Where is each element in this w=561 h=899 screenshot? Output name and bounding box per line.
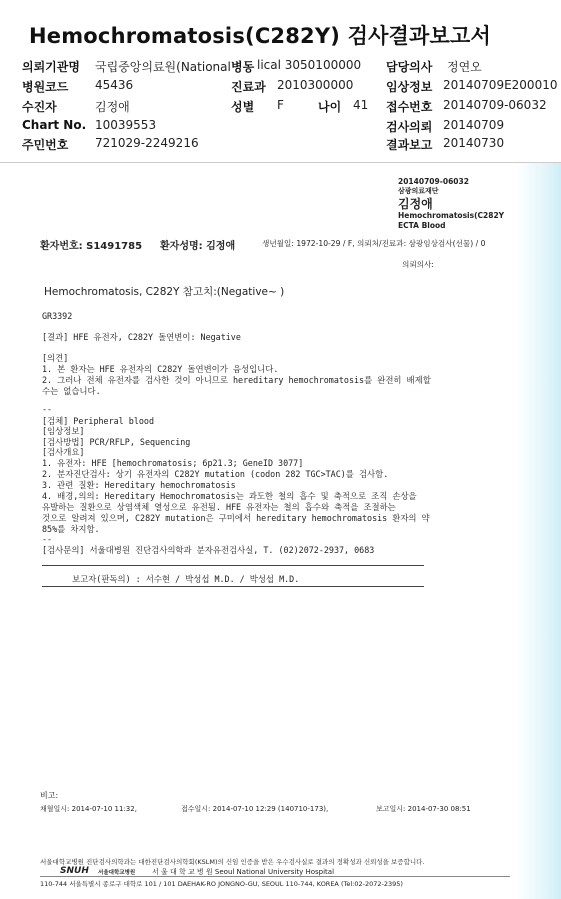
department-value: 2010300000 xyxy=(277,78,354,92)
patient-name: 환자성명: 김정애 xyxy=(160,241,236,252)
clinical-info-value: 20140709E200010 xyxy=(443,78,558,92)
patient-label: 수진자 xyxy=(22,100,57,114)
label-patient-name: 김정애 xyxy=(398,197,433,211)
sex-label: 성별 xyxy=(231,100,255,114)
ward-label: 병동 xyxy=(231,60,255,74)
certification-text: 서울대학교병원 진단검사의학과는 대한진단검사의학회(KSLM)의 신임 인증을 받은 우수검사실로 결과의 정확성과 신뢰성을 보증합니다. xyxy=(40,858,425,866)
snuh-logo: SNUH xyxy=(60,866,89,876)
detail-line: [검체] Peripheral blood xyxy=(42,416,154,426)
opinion-line: 2. 그러나 전체 유전자를 검사한 것이 아니므로 hereditary hemochromatosis를 완전히 배제할 xyxy=(42,375,431,385)
page-title: Hemochromatosis(C282Y) 검사결과보고서 xyxy=(29,24,491,48)
age-value: 41 xyxy=(353,98,369,112)
report-title: Hemochromatosis, C282Y 참고치:(Negative~ ) xyxy=(44,286,285,298)
ward-value: lical 3050100000 xyxy=(257,58,362,72)
report-date-value: 20140730 xyxy=(443,136,505,150)
label-test-name: Hemochromatosis(C282Y xyxy=(398,211,505,220)
result-line: [결과] HFE 유전자, C282Y 돌연변이: Negative xyxy=(42,332,241,342)
separator-dashes: -- xyxy=(42,534,53,544)
receipt-no-value: 20140709-06032 xyxy=(443,98,547,112)
hospital-code-value: 45436 xyxy=(95,78,134,92)
note-label: 비고: xyxy=(40,791,59,800)
requesting-doctor: 의뢰의사: xyxy=(402,260,434,269)
patient-value: 김정애 xyxy=(95,100,130,114)
label-specimen: ECTA Blood xyxy=(398,221,446,230)
chart-no-label: Chart No. xyxy=(22,118,87,132)
detail-line: 4. 배경,의의: Hereditary Hemochromatosis는 과도한 철의 흡수 및 축적으로 조직 손상을 xyxy=(42,491,417,501)
report-date-label: 결과보고 xyxy=(386,138,433,152)
detail-line: 것으로 알려져 있으며, C282Y mutation은 구미에서 hereditary hemochromatosis 환자의 약 xyxy=(42,513,430,523)
label-lab-name: 삼광의료재단 xyxy=(398,187,439,195)
doctor-label: 담당의사 xyxy=(386,60,433,74)
detail-line: 1. 유전자: HFE [hemochromatosis; 6p21.3; GeneID 3077] xyxy=(42,458,304,468)
doctor-value: 정연오 xyxy=(447,60,482,74)
detail-line: 2. 분자진단검사: 상기 유전자의 C282Y mutation (codon 282 TGC>TAC)를 검사함. xyxy=(42,469,389,479)
report-datetime: 보고일시: 2014-07-30 08:51 xyxy=(376,805,471,813)
patient-number: 환자번호: S1491785 xyxy=(40,241,143,252)
hospital-code-label: 병원코드 xyxy=(22,80,69,94)
opinion-line: 수는 없습니다. xyxy=(42,386,101,396)
request-date-label: 검사의뢰 xyxy=(386,120,433,134)
opinion-heading: [의견] xyxy=(42,353,69,363)
detail-line: [검사개요] xyxy=(42,447,85,457)
resident-no-value: 721029-2249216 xyxy=(95,136,199,150)
snuh-logo-sub: 서울대학교병원 xyxy=(98,870,136,876)
institution-value: 국립중앙의료원(National xyxy=(95,60,231,74)
request-date-value: 20140709 xyxy=(443,118,505,132)
reporter-line: 보고자(판독의) : 서수현 / 박성섭 M.D. / 박성섭 M.D. xyxy=(72,574,300,584)
scanned-report xyxy=(0,162,561,899)
hospital-address: 110-744 서울특별시 종로구 대학로 101 / 101 DAEHAK-RO JONGNO-GU, SEOUL 110-744, KOREA (Tel:02-2072-2395) xyxy=(40,880,403,888)
label-receipt-no: 20140709-06032 xyxy=(398,177,469,186)
patient-info: 생년월일: 1972-10-29 / F, 의뢰처/진료과: 삼광임상검사(선물) / 0 xyxy=(262,239,486,248)
department-label: 진료과 xyxy=(231,80,266,94)
footer-divider xyxy=(40,876,510,877)
receipt-datetime: 접수일시: 2014-07-10 12:29 (140710-173), xyxy=(181,805,329,813)
age-label: 나이 xyxy=(318,100,342,114)
test-code: GR3392 xyxy=(42,311,73,321)
detail-line: 85%를 차지함. xyxy=(42,524,100,534)
sex-value: F xyxy=(277,98,284,112)
collection-datetime: 채혈일시: 2014-07-10 11:32, xyxy=(40,805,137,813)
chart-no-value: 10039553 xyxy=(95,118,157,132)
resident-no-label: 주민번호 xyxy=(22,138,69,152)
receipt-no-label: 접수번호 xyxy=(386,100,433,114)
detail-line: 유발하는 질환으로 상염색체 열성으로 유전됨. HFE 유전자는 철의 흡수와 축적을 조절하는 xyxy=(42,502,396,512)
contact-line: [검사문의] 서울대병원 진단검사의학과 분자유전검사실, T. (02)2072-2937, 0683 xyxy=(42,545,375,555)
clinical-info-label: 임상정보 xyxy=(386,80,433,94)
divider-line xyxy=(42,565,424,566)
detail-line: 3. 관련 질환: Hereditary hemochromatosis xyxy=(42,480,236,490)
institution-label: 의뢰기관명 xyxy=(22,60,80,74)
separator-dashes: -- xyxy=(42,404,53,414)
divider-line xyxy=(42,586,424,587)
detail-line: [임상정보] xyxy=(42,426,85,436)
opinion-line: 1. 본 환자는 HFE 유전자의 C282Y 돌연변이가 음성입니다. xyxy=(42,364,279,374)
detail-line: [검사방법] PCR/RFLP, Sequencing xyxy=(42,437,191,447)
hospital-name: 서 울 대 학 교 병 원 Seoul National University Hospital xyxy=(152,868,335,876)
